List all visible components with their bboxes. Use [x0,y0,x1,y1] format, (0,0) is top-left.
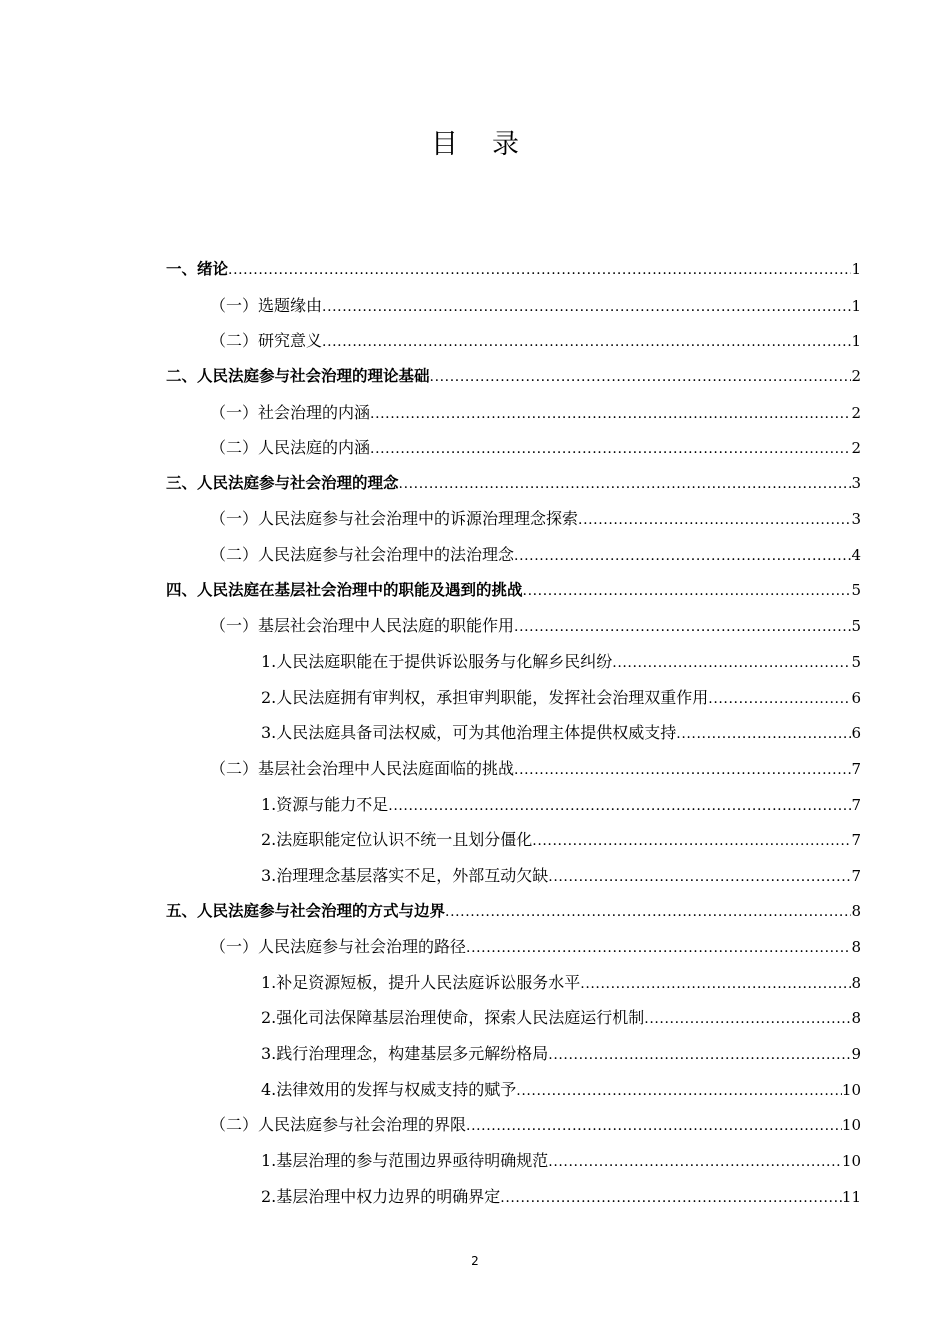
toc-entry[interactable] [166,608,861,644]
toc-entry[interactable] [166,323,861,359]
toc-entry-title: （一）选题缘由 [210,295,323,315]
toc-entry[interactable] [166,1107,861,1143]
toc-dot-leader [516,1074,842,1110]
toc-dot-leader [548,860,851,896]
toc-entry[interactable] [166,1072,861,1108]
toc-entry-title: （二）基层社会治理中人民法庭面临的挑战 [210,758,515,778]
toc-entry-title: （二）人民法庭参与社会治理的界限 [210,1115,467,1135]
table-of-contents [166,252,861,1214]
toc-entry-page: 8 [851,1009,861,1028]
toc-entry-page: 1 [851,332,861,351]
toc-entry-page: 11 [841,1187,861,1206]
toc-dot-leader [370,432,851,468]
toc-entry-title: （一）人民法庭参与社会治理的路径 [210,937,467,957]
toc-entry-title: 4.法律效用的发挥与权威支持的赋予 [261,1079,517,1099]
toc-entry[interactable] [166,929,861,965]
toc-entry[interactable] [166,822,861,858]
toc-dot-leader [430,360,852,396]
toc-entry-page: 4 [851,546,861,565]
toc-entry-title: （二）人民法庭参与社会治理中的法治理念 [210,545,515,565]
toc-entry[interactable] [166,430,861,466]
toc-entry-title: 二、人民法庭参与社会治理的理论基础 [166,366,430,385]
toc-entry-page: 3 [851,510,861,529]
toc-entry-title: 3.践行治理理念，构建基层多元解纷格局 [261,1044,549,1064]
toc-entry-title: 3.治理理念基层落实不足，外部互动欠缺 [261,865,549,885]
toc-entry[interactable] [166,252,861,288]
toc-dot-leader [388,789,851,825]
toc-dot-leader [399,467,852,503]
toc-entry-title: 2.基层治理中权力边界的明确界定 [261,1186,501,1206]
toc-entry-page: 8 [851,973,861,992]
toc-entry-page: 8 [851,938,861,957]
toc-entry-page: 7 [851,759,861,778]
toc-dot-leader [676,717,851,753]
toc-dot-leader [228,253,851,289]
toc-entry-title: （一）人民法庭参与社会治理中的诉源治理理念探索 [210,509,579,529]
toc-entry-title: 五、人民法庭参与社会治理的方式与边界 [166,901,446,920]
toc-dot-leader [548,1038,851,1074]
toc-entry-title: （二）人民法庭的内涵 [210,438,371,458]
toc-entry-title: 2.人民法庭拥有审判权，承担审判职能，发挥社会治理双重作用 [261,687,709,707]
toc-entry[interactable] [166,288,861,324]
toc-dot-leader [370,397,851,433]
toc-entry-page: 7 [851,831,861,850]
toc-entry-title: 3.人民法庭具备司法权威，可为其他治理主体提供权威支持 [261,723,677,743]
toc-entry-page: 7 [851,866,861,885]
toc-entry[interactable] [166,715,861,751]
toc-entry[interactable] [166,644,861,680]
toc-entry-title: 1.补足资源短板，提升人民法庭诉讼服务水平 [261,972,581,992]
toc-entry-page: 3 [851,473,861,492]
toc-entry-page: 10 [841,1152,861,1171]
toc-entry-title: 1.资源与能力不足 [261,794,389,814]
toc-entry-page: 6 [851,688,861,707]
toc-entry[interactable] [166,787,861,823]
toc-entry[interactable] [166,1000,861,1036]
toc-entry-title: 三、人民法庭参与社会治理的理念 [166,473,399,492]
toc-entry-title: 1.基层治理的参与范围边界亟待明确规范 [261,1151,549,1171]
toc-dot-leader [466,1109,842,1145]
toc-dot-leader [514,539,851,575]
toc-entry-title: （一）基层社会治理中人民法庭的职能作用 [210,616,515,636]
toc-entry[interactable] [166,573,861,609]
toc-entry-title: 1.人民法庭职能在于提供诉讼服务与化解乡民纠纷 [261,652,613,672]
toc-entry[interactable] [166,395,861,431]
toc-dot-leader [500,1181,842,1217]
toc-entry[interactable] [166,858,861,894]
toc-dot-leader [466,931,851,967]
toc-entry[interactable] [166,501,861,537]
toc-dot-leader [322,325,851,361]
toc-entry-page: 2 [851,439,861,458]
toc-entry[interactable] [166,965,861,1001]
toc-entry-title: （一）社会治理的内涵 [210,402,371,422]
toc-entry-page: 6 [851,724,861,743]
toc-dot-leader [445,895,851,931]
page-title: 目录 [431,129,553,160]
toc-dot-leader [523,574,852,610]
toc-entry[interactable] [166,1036,861,1072]
toc-entry[interactable] [166,466,861,502]
toc-dot-leader [580,967,851,1003]
toc-dot-leader [514,753,851,789]
toc-entry[interactable] [166,894,861,930]
toc-entry-page: 1 [851,260,861,278]
toc-entry-page: 10 [841,1116,861,1135]
toc-entry-page: 5 [851,653,861,672]
toc-entry[interactable] [166,537,861,573]
toc-entry-title: 一、绪论 [166,260,229,278]
toc-dot-leader [532,824,851,860]
toc-entry[interactable] [166,1179,861,1215]
toc-dot-leader [514,610,851,646]
toc-dot-leader [708,682,851,718]
toc-entry-page: 5 [851,617,861,636]
toc-entry-page: 10 [841,1080,861,1099]
toc-dot-leader [548,1145,842,1181]
toc-entry-page: 1 [851,296,861,315]
toc-entry[interactable] [166,751,861,787]
toc-entry[interactable] [166,359,861,395]
toc-entry-title: （二）研究意义 [210,331,323,351]
toc-entry-title: 四、人民法庭在基层社会治理中的职能及遇到的挑战 [166,580,523,599]
toc-entry-page: 2 [851,366,861,385]
toc-dot-leader [612,646,851,682]
toc-entry-page: 2 [851,403,861,422]
toc-entry-title: 2.强化司法保障基层治理使命，探索人民法庭运行机制 [261,1008,645,1028]
toc-dot-leader [644,1002,851,1038]
toc-dot-leader [578,503,851,539]
page-number: 2 [471,1254,479,1268]
toc-dot-leader [322,290,851,326]
toc-entry[interactable] [166,1143,861,1179]
toc-entry-page: 9 [851,1045,861,1064]
toc-entry-page: 8 [851,901,861,920]
toc-entry-page: 5 [851,580,861,599]
toc-entry-title: 2.法庭职能定位认识不统一且划分僵化 [261,830,533,850]
toc-entry[interactable] [166,680,861,716]
toc-entry-page: 7 [851,795,861,814]
